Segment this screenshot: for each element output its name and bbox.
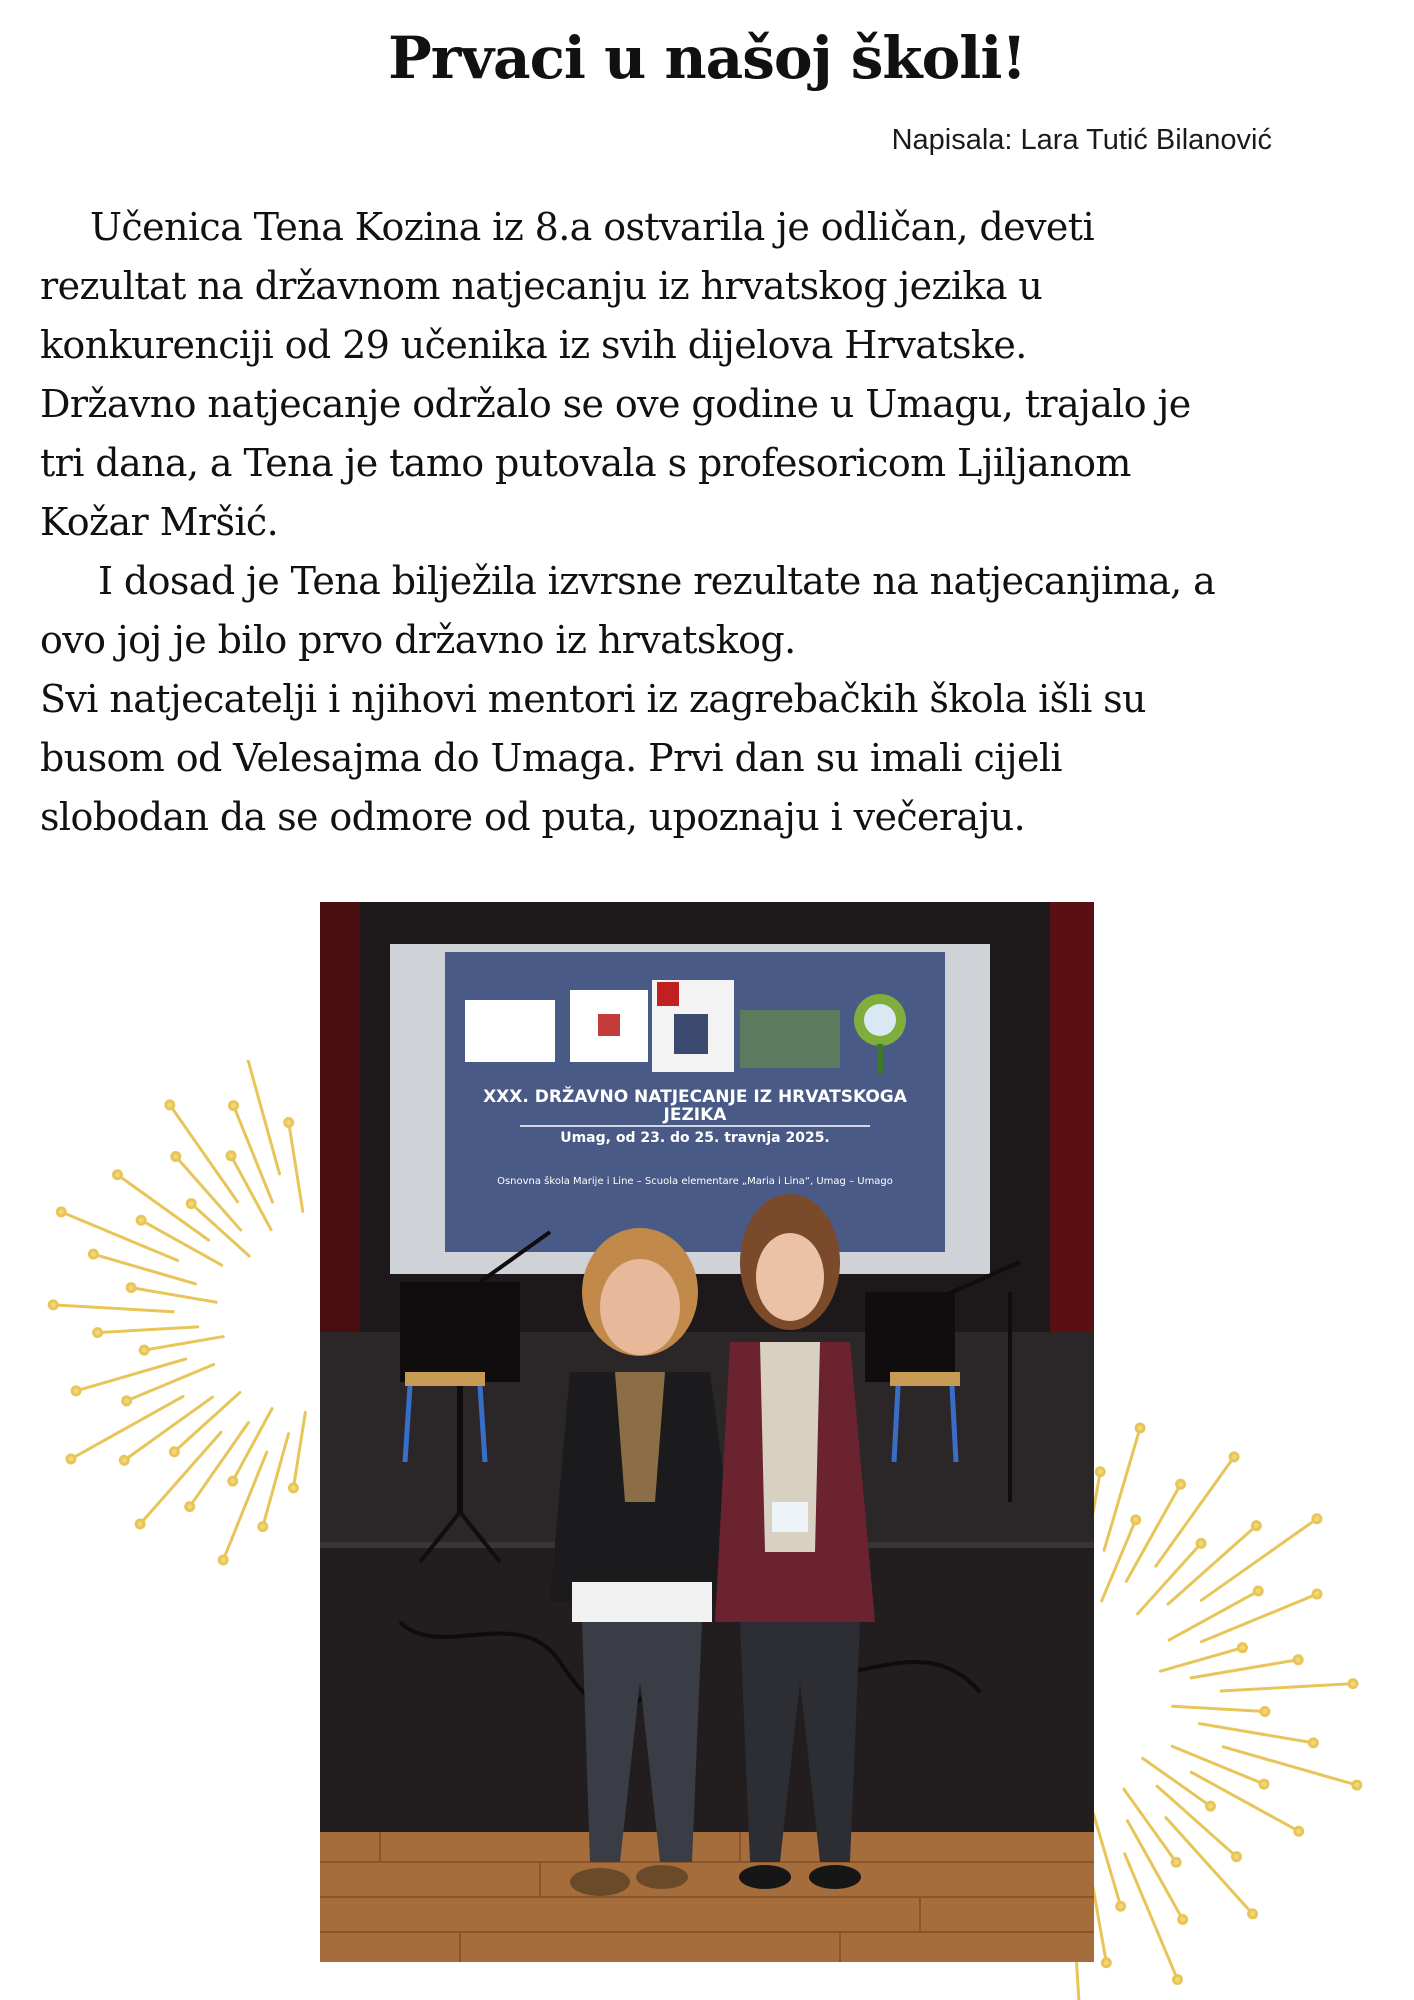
article-body [40,198,1390,847]
competition-photo [320,902,1094,1962]
firework-left-decoration [10,1060,330,1580]
screen-title-line1: XXX. DRŽAVNO NATJECANJE IZ HRVATSKOGA [483,1087,907,1107]
author-byline: Napisala: Lara Tutić Bilanović [891,124,1272,156]
article-line: Državno natjecanje održalo se ove godine u Umagu, trajalo je [40,382,1191,426]
article-line: Kožar Mršić. [40,500,279,544]
page-title: Prvaci u našoj školi! [388,24,1026,92]
article-line: konkurenciji od 29 učenika iz svih dijelova Hrvatske. [40,323,1027,367]
article-line: slobodan da se odmore od puta, upoznaju i večeraju. [40,795,1026,839]
article-line: busom od Velesajma do Umaga. Prvi dan su imali cijeli [40,736,1062,780]
screen-title-line2: JEZIKA [663,1105,727,1125]
article-line: tri dana, a Tena je tamo putovala s profesoricom Ljiljanom [40,441,1131,485]
article-line: Svi natjecatelji i njihovi mentori iz zagrebačkih škola išli su [40,677,1146,721]
screen-school: Osnovna škola Marije i Line – Scuola elementare „Maria i Lina“, Umag – Umago [497,1176,893,1187]
article-line: I dosad je Tena bilježila izvrsne rezultate na natjecanjima, a [98,559,1216,603]
article-line: Učenica Tena Kozina iz 8.a ostvarila je odličan, deveti [90,205,1095,249]
article-line: rezultat na državnom natjecanju iz hrvatskog jezika u [40,264,1043,308]
article-line: ovo joj je bilo prvo državno iz hrvatskog. [40,618,796,662]
screen-dates: Umag, od 23. do 25. travnja 2025. [560,1130,830,1146]
